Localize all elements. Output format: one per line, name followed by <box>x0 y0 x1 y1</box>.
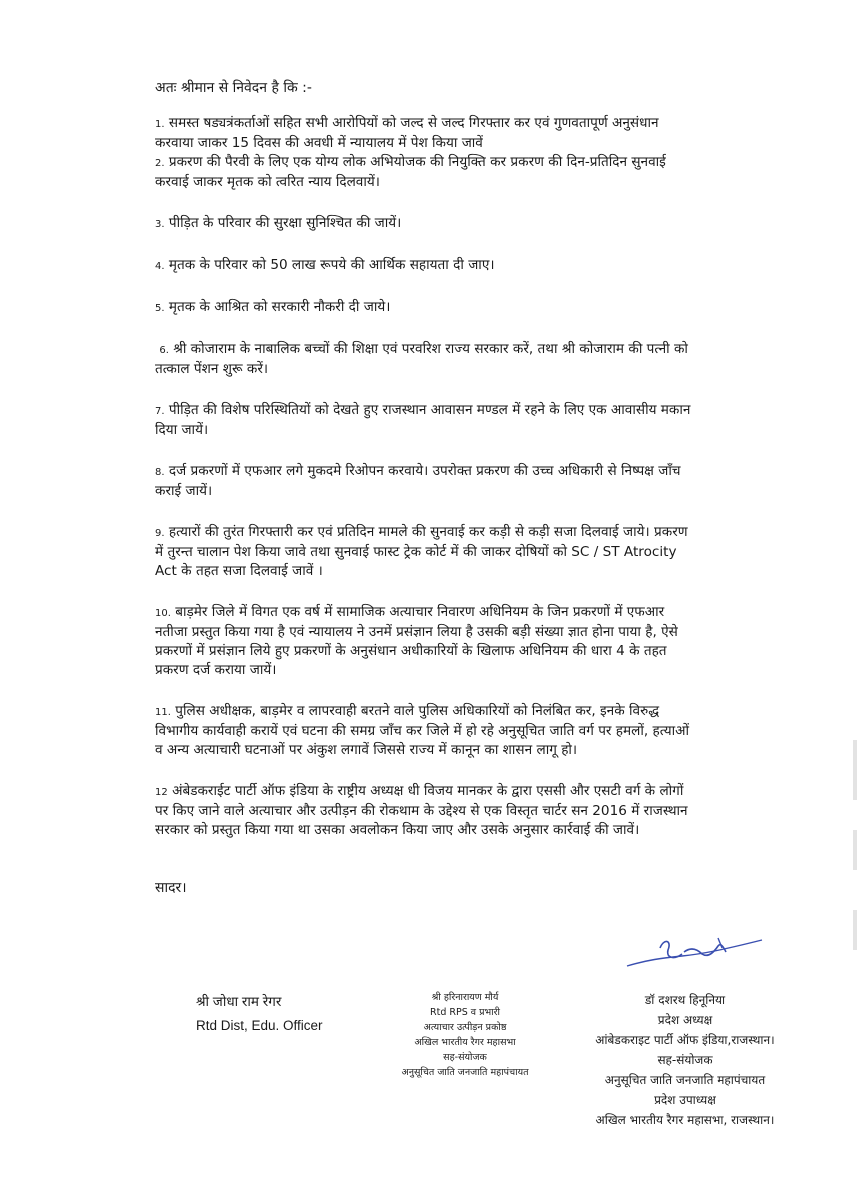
scan-edge-shadow <box>853 910 857 950</box>
demand-item: 10. बाड़मेर जिले में विगत एक वर्ष में सामाजिक अत्याचार निवारण अधिनियम के जिन प्रकरणों में एफआर नतीजा प्रस्तुत किया गया है एवं न्यायालय ने उनमें प्रसंज्ञान लिया है उसकी बड़ी संख्या ज्ञात होना पाया है, ऐसे प्रकरणों में प्रसंज्ञान लिये हुए प्रकरणों के अनुसंधान अधीकारियों के खिलाफ अधिनियम की धारा 4 के तहत प्रकरण दर्ज कराया जायें। <box>155 604 678 678</box>
demand-item: 7. पीड़ित की विशेष परिस्थितियों को देखते हुए राजस्थान आवासन मण्डल में रहने के लिए एक आवासीय मकान दिया जायें। <box>155 402 691 438</box>
demand-item: 4. मृतक के परिवार को 50 लाख रूपये की आर्थिक सहायता दी जाए। <box>155 257 495 273</box>
demand-item: 6. श्री कोजाराम के नाबालिक बच्चों की शिक्षा एवं परवरिश राज्य सरकार करें, तथा श्री कोजाराम की पत्नी को तत्काल पेंशन शुरू करें। <box>155 341 688 377</box>
signatory-middle-line: अखिल भारतीय रैगर महासभा <box>414 1037 516 1048</box>
signatory-right-line: अखिल भारतीय रैगर महासभा, राजस्थान। <box>595 1113 775 1127</box>
demand-item: 3. पीड़ित के परिवार की सुरक्षा सुनिश्चित की जायें। <box>155 215 402 231</box>
demand-item: 1. समस्त षड्यत्रंकर्ताओं सहित सभी आरोपियों को जल्द से जल्द गिरफ्तार कर एवं गुणवतापूर्ण अनुसंधान करवाया जाकर 15 दिवस की अवधी में न्यायालय में पेश किया जावें <box>155 115 659 151</box>
signatory-right-line: आंबेडकराइट पार्टी ऑफ इंडिया,राजस्थान। <box>595 1033 775 1047</box>
signatory-left <box>196 990 323 1038</box>
signatory-middle-line: सह-संयोजक <box>443 1052 487 1063</box>
signatory-right-line: प्रदेश उपाध्यक्ष <box>654 1093 716 1107</box>
signatory-left-title: Rtd Dist, Edu. Officer <box>196 1018 323 1033</box>
demand-item: 11. पुलिस अधीक्षक, बाड़मेर व लापरवाही बरतने वाले पुलिस अधिकारियों को निलंबित कर, इनके विरुद्ध विभागीय कार्यवाही करायें एवं घटना की समग्र जाँच कर जिले में हो रहे अनुसूचित जाति वर्ग पर हमलों, हत्याओं व अन्य अत्याचारी घटनाओं पर अंकुश लगावें जिससे राज्य में कानून का शासन लागू हो। <box>155 703 689 758</box>
demand-item: 2. प्रकरण की पैरवी के लिए एक योग्य लोक अभियोजक की नियुक्ति कर प्रकरण की दिन-प्रतिदिन सुनवाई करवाई जाकर मृतक को त्वरित न्याय दिलवायें। <box>155 154 666 190</box>
signatory-middle-line: अत्याचार उत्पीड़न प्रकोष्ठ <box>423 1022 507 1033</box>
demand-item: 5. मृतक के आश्रित को सरकारी नौकरी दी जाये। <box>155 299 391 315</box>
scan-edge-shadow <box>853 830 857 870</box>
scan-edge-shadow <box>853 740 857 800</box>
signatory-middle-line: Rtd RPS व प्रभारी <box>430 1007 500 1018</box>
signatory-right-line: डॉ दशरथ हिनूनिया <box>644 993 726 1007</box>
signatory-middle <box>380 990 550 1080</box>
signatory-middle-line: अनुसूचित जाति जनजाति महापंचायत <box>401 1067 529 1078</box>
signatory-left-name: श्री जोधा राम रेगर <box>196 994 282 1009</box>
signatory-middle-line: श्री हरिनारायण मौर्य <box>431 992 499 1003</box>
salutation: अतः श्रीमान से निवेदन है कि :- <box>155 80 312 96</box>
demand-list <box>155 114 695 840</box>
handwritten-signature <box>622 928 772 978</box>
closing-line: सादर। <box>155 880 187 896</box>
demand-item: 8. दर्ज प्रकरणों में एफआर लगे मुकदमे रिओपन करवाये। उपरोक्त प्रकरण की उच्च अधिकारी से निष्पक्ष जाँच कराई जायें। <box>155 463 681 499</box>
demand-item: 9. हत्यारों की तुरंत गिरफ्तारी कर एवं प्रतिदिन मामले की सुनवाई कर कड़ी से कड़ी सजा दिलवाई जाये। प्रकरण में तुरन्त चालान पेश किया जावे तथा सुनवाई फास्ट ट्रेक कोर्ट में की जाकर दोषियों को SC / ST Atrocity Act के तहत सजा दिलवाई जावें । <box>155 524 688 579</box>
signatory-right-line: प्रदेश अध्यक्ष <box>657 1013 713 1027</box>
signatory-right-line: अनुसूचित जाति जनजाति महापंचायत <box>604 1073 766 1087</box>
demand-item: 12 अंबेडकराईट पार्टी ऑफ इंडिया के राष्ट्रीय अध्यक्ष धी विजय मानकर के द्वारा एससी और एसटी वर्ग के लोगों पर किए जाने वाले अत्याचार और उत्पीड़न की रोकथाम के उद्देश्य से एक विस्तृत चार्टर सन 2016 में राजस्थान सरकार को प्रस्तुत किया गया था उसका अवलोकन किया जाए और उसके अनुसार कार्रवाई की जावें। <box>155 783 688 838</box>
signatory-right <box>570 990 800 1130</box>
signatory-right-line: सह-संयोजक <box>657 1053 713 1067</box>
